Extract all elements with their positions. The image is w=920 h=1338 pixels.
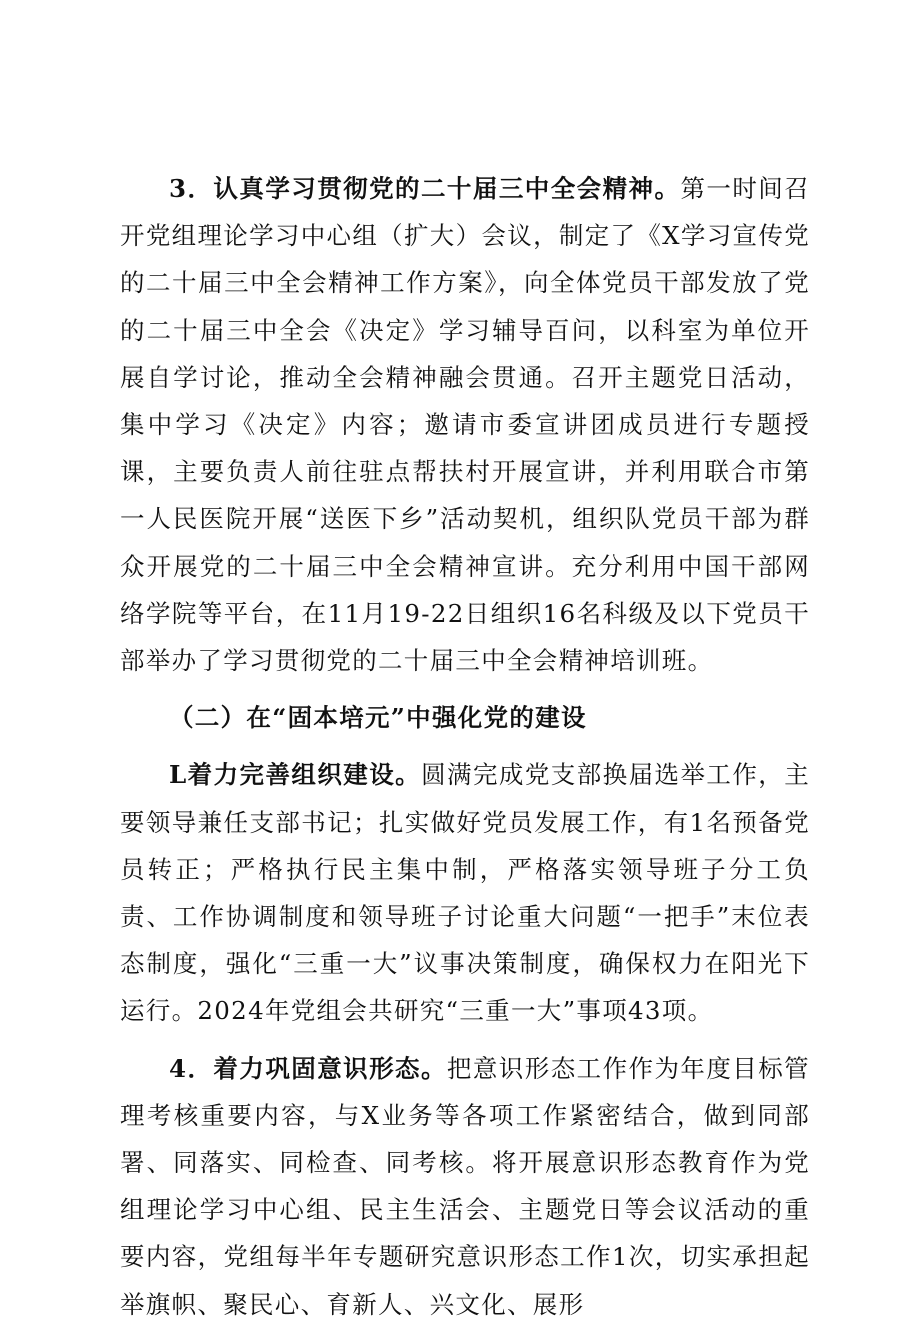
paragraph-organization-building	[120, 751, 810, 1034]
section-heading: （二）在“固本培元”中强化党的建设	[169, 703, 587, 733]
paragraph-lead-title: L着力完善组织建设。	[169, 760, 422, 790]
paragraph-ideology	[120, 1045, 810, 1328]
paragraph-text: 第一时间召开党组理论学习中心组（扩大）会议，制定了《X学习宣传党的二十届三中全会精神工作方案》，向全体党员干部发放了党的二十届三中全会《决定》学习辅导百问，以科室为单位开展自学讨论，推动全会精神融会贯通。召开主题党日活动，集中学习《决定》内容；邀请市委宣讲团成员进行专题授课，主要负责人前往驻点帮扶村开展宣讲，并利用联合市第一人民医院开展“送医下乡”活动契机，组织队党员干部为群众开展党的二十届三中全会精神宣讲。充分利用中国干部网络学院等平台，在11月19-22日组织16名科级及以下党员干部举办了学习贯彻党的二十届三中全会精神培训班。	[120, 174, 811, 676]
paragraph-lead-title: 4．着力巩固意识形态。	[169, 1053, 447, 1083]
document-body	[120, 165, 810, 1338]
paragraph-study-plenum	[120, 165, 810, 684]
paragraph-text: 把意识形态工作作为年度目标管理考核重要内容，与X业务等各项工作紧密结合，做到同部署、同落实、同检查、同考核。将开展意识形态教育作为党组理论学习中心组、民主生活会、主题党日等会议活动的重要内容，党组每半年专题研究意识形态工作1次，切实承担起举旗帜、聚民心、育新人、兴文化、展形	[120, 1053, 810, 1319]
paragraph-text: 圆满完成党支部换届选举工作，主要领导兼任支部书记；扎实做好党员发展工作，有1名预备党员转正；严格执行民主集中制，严格落实领导班子分工负责、工作协调制度和领导班子讨论重大问题“一把手”末位表态制度，强化“三重一大”议事决策制度，确保权力在阳光下运行。2024年党组会共研究“三重一大”事项43项。	[120, 760, 810, 1026]
paragraph-lead-title: 3．认真学习贯彻党的二十届三中全会精神。	[169, 174, 681, 203]
